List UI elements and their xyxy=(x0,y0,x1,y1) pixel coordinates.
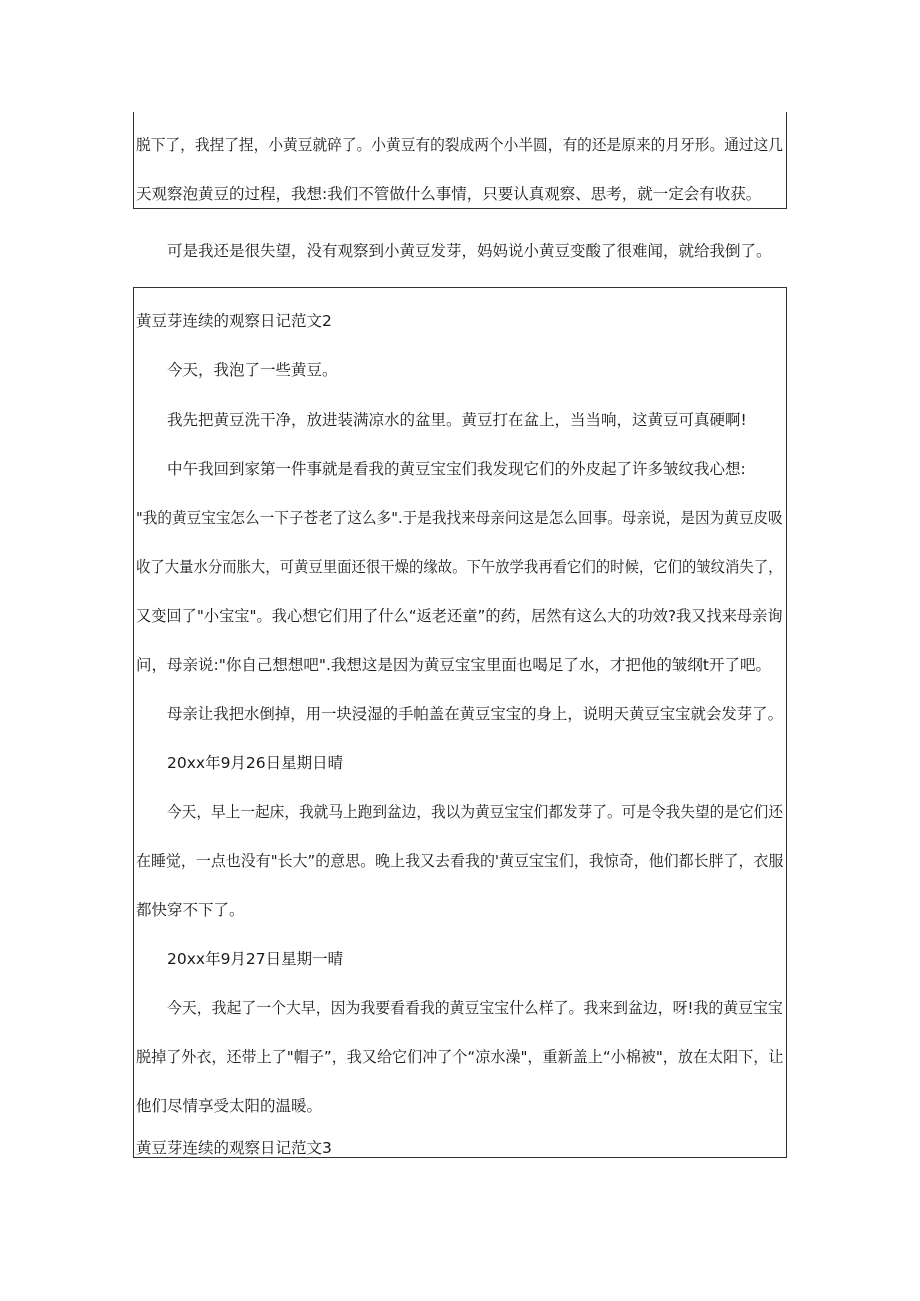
diary-date: 20xx年9月27日星期一晴 xyxy=(167,950,344,968)
paragraph-line: 他们尽情享受太阳的温暖。 xyxy=(136,1097,323,1115)
paragraph-line: 母亲让我把水倒掉，用一块浸湿的手帕盖在黄豆宝宝的身上，说明天黄豆宝宝就会发芽了。 xyxy=(167,705,783,723)
paragraph-line: "我的黄豆宝宝怎么一下子苍老了这么多".于是我找来母亲问这是怎么回事。母亲说，是因为黄豆皮吸 xyxy=(136,509,783,527)
paragraph-line: 今天，我泡了一些黄豆。 xyxy=(167,361,338,379)
paragraph-line: 脱下了，我捏了捏，小黄豆就碎了。小黄豆有的裂成两个小半圆，有的还是原来的月牙形。通过这几 xyxy=(136,136,784,154)
paragraph-line: 可是我还是很失望，没有观察到小黄豆发芽，妈妈说小黄豆变酸了很难闻，就给我倒了。 xyxy=(167,242,772,260)
paragraph-line: 脱掉了外衣，还带上了"帽子”，我又给它们冲了个“凉水澡"，重新盖上“小棉被"，放在太阳下，让 xyxy=(136,1048,784,1066)
paragraph-line: 又变回了"小宝宝"。我心想它们用了什么“返老还童”的药，居然有这么大的功效?我又找来母亲询 xyxy=(136,607,783,625)
paragraph-line: 中午我回到家第一件事就是看我的黄豆宝宝们我发现它们的外皮起了许多皱纹我心想: xyxy=(167,460,746,478)
diary-date: 20xx年9月26日星期日晴 xyxy=(167,754,344,772)
paragraph-line: 收了大量水分而胀大，可黄豆里面还很干燥的缘故。下午放学我再看它们的时候，它们的皱纹消失了， xyxy=(136,558,783,576)
paragraph-line: 今天，我起了一个大早，因为我要看看我的黄豆宝宝什么样了。我来到盆边，呀!我的黄豆宝宝 xyxy=(167,999,783,1017)
article-title: 黄豆芽连续的观察日记范文2 xyxy=(136,312,332,330)
paragraph-line: 天观察泡黄豆的过程，我想:我们不管做什么事情，只要认真观察、思考，就一定会有收获。 xyxy=(136,185,762,203)
paragraph-line: 在睡觉，一点也没有"长大”的意思。晚上我又去看我的'黄豆宝宝们，我惊奇，他们都长胖了，衣服 xyxy=(136,852,784,870)
article-title: 黄豆芽连续的观察日记范文3 xyxy=(136,1139,332,1157)
paragraph-line: 今天，早上一起床，我就马上跑到盆边，我以为黄豆宝宝们都发芽了。可是令我失望的是它们还 xyxy=(167,803,783,821)
paragraph-line: 都快穿不下了。 xyxy=(136,901,245,919)
paragraph-line: 问，母亲说:"你自己想想吧".我想这是因为黄豆宝宝里面也喝足了水，才把他的皱纲t开了吧。 xyxy=(136,656,771,674)
paragraph-line: 我先把黄豆洗干净，放进装满凉水的盆里。黄豆打在盆上，当当响，这黄豆可真硬啊! xyxy=(167,411,747,429)
